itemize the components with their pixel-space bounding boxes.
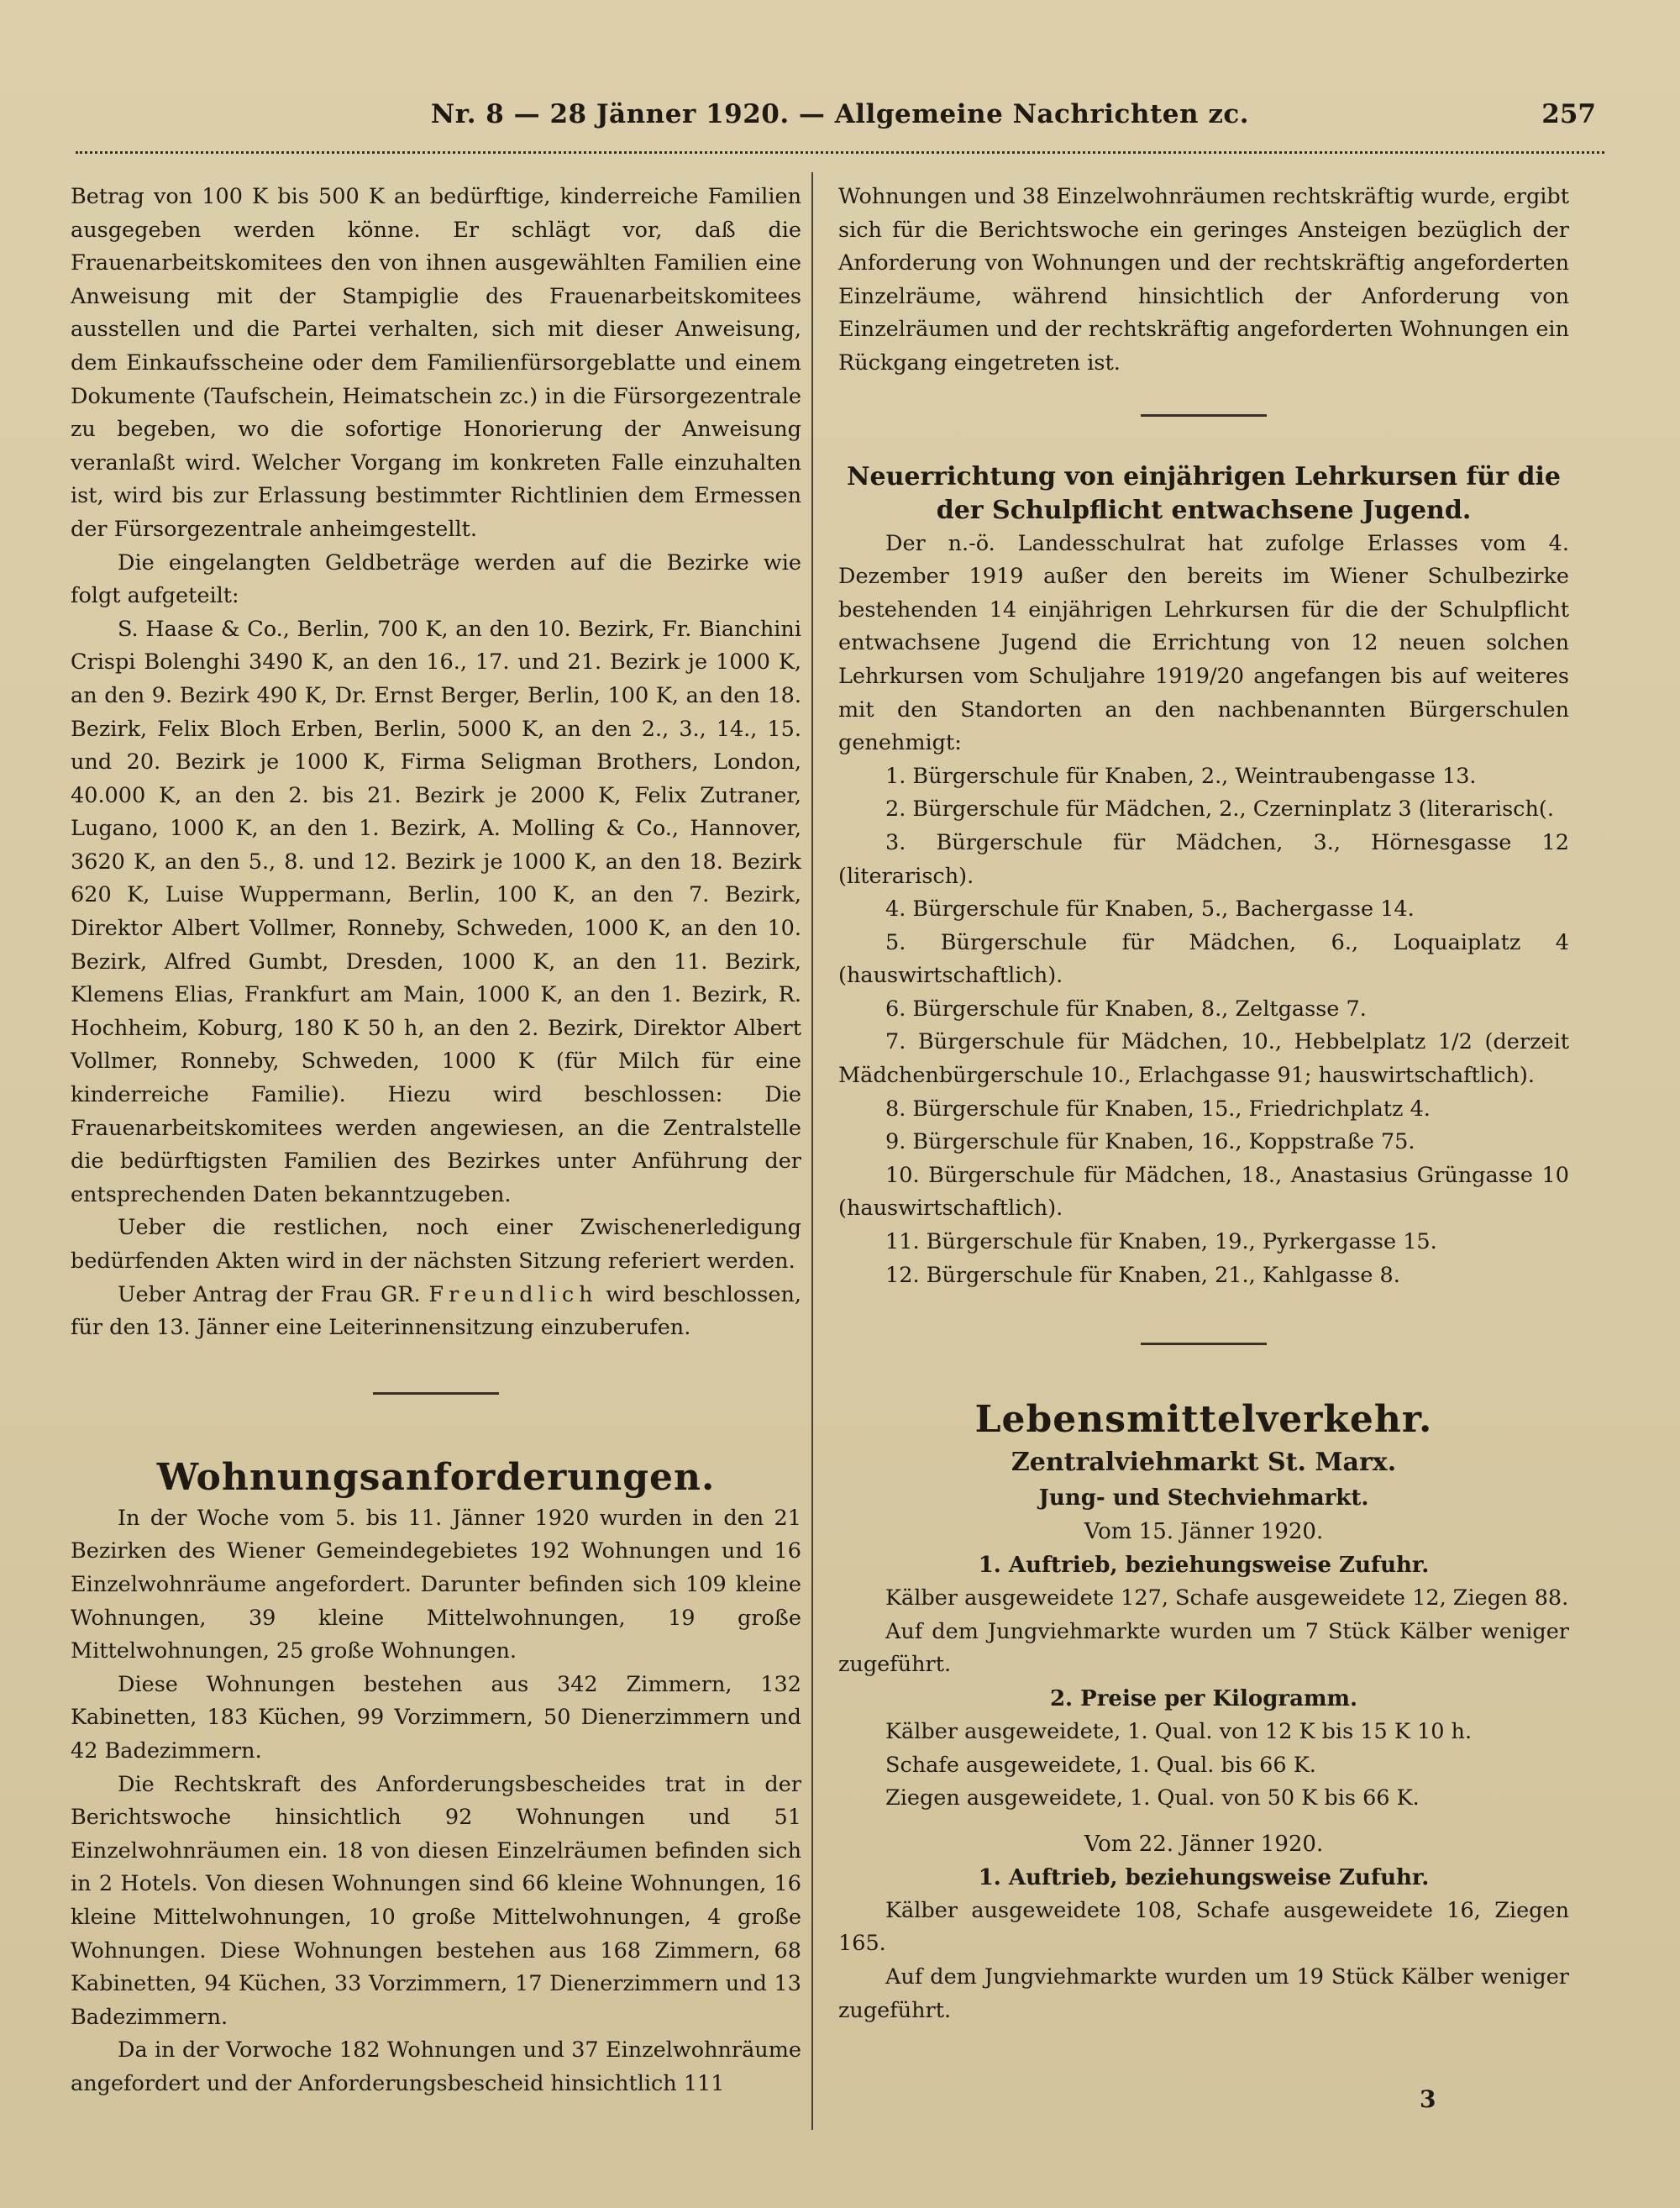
header-title: Nr. 8 — 28 Jänner 1920. — Allgemeine Nachrichten zc.	[430, 99, 1250, 129]
running-header	[76, 99, 1604, 150]
paragraph: Auf dem Jungviehmarkte wurden um 7 Stück Kälber weniger zugeführt.	[838, 1618, 1569, 1678]
paragraph: In der Woche vom 5. bis 11. Jänner 1920 wurden in den 21 Bezirken des Wiener Gemeindegebietes 192 Wohnungen und 16 Einzelwohnräume angefordert. Darunter befinden sich 109 kleine Wohnungen, 39 kleine Mittelwohnungen, 19 große Mittelwohnungen, 25 große Wohnungen.	[71, 1505, 801, 1664]
text-run: Ueber Antrag der Frau GR.	[118, 1281, 421, 1307]
paragraph	[71, 1279, 801, 1345]
date-line: Vom 22. Jänner 1920.	[1084, 1831, 1324, 1857]
price-line: Ziegen ausgeweidete, 1. Qual. von 50 K bis 66 K.	[885, 1785, 1420, 1811]
heading-auftrieb: 1. Auftrieb, beziehungsweise Zufuhr.	[978, 1864, 1430, 1890]
paragraph: Die Rechtskraft des Anforderungsbescheides trat in der Berichtswoche hinsichtlich 92 Wohnungen und 51 Einzelwohnräumen ein. 18 von diesen Einzelräumen befinden sich in 2 Hotels. Von diesen Wohnungen sind 66 kleine Wohnungen, 16 kleine Mittelwohnungen, 10 große Mittelwohnungen, 4 große Wohnungen. Diese Wohnungen bestehen aus 168 Zimmern, 68 Kabinetten, 94 Küchen, 33 Vorzimmern, 17 Dienerzimmern und 13 Badezimmern.	[71, 1771, 801, 2030]
list-item: 11. Bürgerschule für Knaben, 19., Pyrkergasse 15.	[885, 1229, 1437, 1255]
page-number: 257	[1541, 99, 1596, 129]
subsection-title: Zentralviehmarkt St. Marx.	[1011, 1448, 1397, 1478]
section-title-wohnungsanforderungen: Wohnungsanforderungen.	[156, 1455, 716, 1499]
list-item: 8. Bürgerschule für Knaben, 15., Friedrichplatz 4.	[885, 1096, 1431, 1122]
paragraph: Ueber die restlichen, noch einer Zwischenerledigung bedürfenden Akten wird in der nächsten Sitzung referiert werden.	[71, 1215, 801, 1274]
price-line: Kälber ausgeweidete, 1. Qual. von 12 K bis 15 K 10 h.	[885, 1719, 1473, 1744]
list-item: 12. Bürgerschule für Knaben, 21., Kahlgasse 8.	[885, 1262, 1400, 1288]
school-list	[838, 760, 1569, 1293]
list-item: 7. Bürgerschule für Mädchen, 10., Hebbelplatz 1/2 (derzeit Mädchenbürgerschule 10., Erlachgasse 91; hauswirtschaftlich).	[838, 1029, 1569, 1089]
signature-mark: 3	[1420, 2085, 1436, 2113]
list-item: 10. Bürgerschule für Mädchen, 18., Anastasius Grüngasse 10 (hauswirtschaftlich).	[838, 1162, 1569, 1222]
paragraph: Kälber ausgeweidete 108, Schafe ausgeweidete 16, Ziegen 165.	[838, 1897, 1569, 1957]
list-item: 1. Bürgerschule für Knaben, 2., Weintraubengasse 13.	[885, 763, 1477, 789]
list-item: 4. Bürgerschule für Knaben, 5., Bachergasse 14.	[885, 896, 1415, 923]
list-item: 6. Bürgerschule für Knaben, 8., Zeltgasse 7.	[885, 996, 1367, 1022]
right-column	[838, 181, 1569, 2027]
list-item: 5. Bürgerschule für Mädchen, 6., Loquaiplatz 4 (hauswirtschaftlich).	[838, 929, 1569, 989]
price-line: Schafe ausgeweidete, 1. Qual. bis 66 K.	[885, 1752, 1316, 1778]
paragraph: Kälber ausgeweidete 127, Schafe ausgeweidete 12, Ziegen 88.	[885, 1585, 1569, 1611]
section-title-lehrkurse: Neuerrichtung von einjährigen Lehrkursen für die der Schulpflicht entwachsene Jugend.	[847, 461, 1561, 525]
section-title-lebensmittelverkehr: Lebensmittelverkehr.	[974, 1398, 1433, 1442]
heading-preise: 2. Preise per Kilogramm.	[1049, 1686, 1358, 1711]
left-column	[71, 181, 801, 2100]
paragraph: Diese Wohnungen bestehen aus 342 Zimmern, 132 Kabinetten, 183 Küchen, 99 Vorzimmern, 50 Dienerzimmern und 42 Badezimmern.	[71, 1671, 801, 1764]
list-item: 2. Bürgerschule für Mädchen, 2., Czerninplatz 3 (literarisch(.	[885, 796, 1554, 823]
list-item: 9. Bürgerschule für Knaben, 16., Koppstraße 75.	[885, 1129, 1415, 1155]
paragraph: Wohnungen und 38 Einzelwohnräumen rechtskräftig wurde, ergibt sich für die Berichtswoche ein geringes Ansteigen bezüglich der Anforderung von Wohnungen und der rechtskräftig angeforderten Einzelräume, während hinsichtlich der Anforderung von Einzelräumen und der rechtskräftig angeforderten Wohnungen ein Rückgang eingetreten ist.	[838, 184, 1569, 376]
paragraph: S. Haase & Co., Berlin, 700 K, an den 10. Bezirk, Fr. Bianchini Crispi Bolenghi 3490 K, an den 16., 17. und 21. Bezirk je 1000 K, an den 9. Bezirk 490 K, Dr. Ernst Berger, Berlin, 100 K, an den 18. Bezirk, Felix Bloch Erben, Berlin, 5000 K, an den 2., 3., 14., 15. und 20. Bezirk je 1000 K, Firma Seligman Brothers, London, 40.000 K, an den 2. bis 21. Bezirk je 2000 K, Felix Zutraner, Lugano, 1000 K, an den 1. Bezirk, A. Molling & Co., Hannover, 3620 K, an den 5., 8. und 12. Bezirk je 1000 K, an den 18. Bezirk 620 K, Luise Wuppermann, Berlin, 100 K, an den 7. Bezirk, Direktor Albert Vollmer, Ronneby, Schweden, 1000 K, an den 10. Bezirk, Alfred Gumbt, Dresden, 1000 K, an den 11. Bezirk, Klemens Elias, Frankfurt am Main, 1000 K, an den 1. Bezirk, R. Hochheim, Koburg, 180 K 50 h, an den 2. Bezirk, Direktor Albert Vollmer, Ronneby, Schweden, 1000 K (für Milch für eine kinderreiche Familie). Hiezu wird beschlossen: Die Frauenarbeitskomitees werden angewiesen, an die Zentralstelle die bedürftigsten Familien des Bezirkes unter Anführung der entsprechenden Daten bekanntzugeben.	[71, 616, 801, 1207]
separator	[1141, 1343, 1267, 1345]
list-item: 3. Bürgerschule für Mädchen, 3., Hörnesgasse 12 (literarisch).	[838, 829, 1569, 889]
paragraph: Der n.-ö. Landesschulrat hat zufolge Erlasses vom 4. Dezember 1919 außer den bereits im Wiener Schulbezirke bestehenden 14 einjährigen Lehrkursen für die der Schulpflicht entwachsene Jugend die Errichtung von 12 neuen solchen Lehrkursen vom Schuljahre 1919/20 angefangen bis auf weiteres mit den Standorten an den nachbenannten Bürgerschulen genehmigt:	[838, 530, 1569, 756]
date-line: Vom 15. Jänner 1920.	[1084, 1519, 1324, 1545]
person-name: Freundlich	[428, 1281, 598, 1307]
paragraph: Auf dem Jungviehmarkte wurden um 19 Stück Kälber weniger zugeführt.	[838, 1964, 1569, 2023]
column-divider	[811, 172, 813, 2130]
text-run: wird beschlossen, für den 13. Jänner eine Leiterinnensitzung einzuberufen.	[71, 1281, 802, 1341]
subsection-subtitle: Jung- und Stechviehmarkt.	[1038, 1485, 1369, 1511]
separator	[373, 1392, 499, 1395]
header-rule	[76, 143, 1604, 154]
separator	[1141, 414, 1267, 417]
paragraph: Da in der Vorwoche 182 Wohnungen und 37 Einzelwohnräume angefordert und der Anforderungsbescheid hinsichtlich 111	[71, 2037, 801, 2096]
heading-auftrieb: 1. Auftrieb, beziehungsweise Zufuhr.	[978, 1553, 1430, 1579]
paragraph: Die eingelangten Geldbeträge werden auf die Bezirke wie folgt aufgeteilt:	[71, 549, 801, 609]
paragraph: Betrag von 100 K bis 500 K an bedürftige, kinderreiche Familien ausgegeben werden könne. Er schlägt vor, daß die Frauenarbeitskomitees den von ihnen ausgewählten Familien eine Anweisung mit der Stampiglie des Frauenarbeitskomitees ausstellen und die Partei verhalten, sich mit dieser Anweisung, dem Einkaufsscheine oder dem Familienfürsorgeblatte und einem Dokumente (Taufschein, Heimatschein zc.) in die Fürsorgezentrale zu begeben, wo die sofortige Honorierung der Anweisung veranlaßt wird. Welcher Vorgang im konkreten Falle einzuhalten ist, wird bis zur Erlassung bestimmter Richtlinien dem Ermessen der Fürsorgezentrale anheimgestellt.	[71, 184, 801, 542]
